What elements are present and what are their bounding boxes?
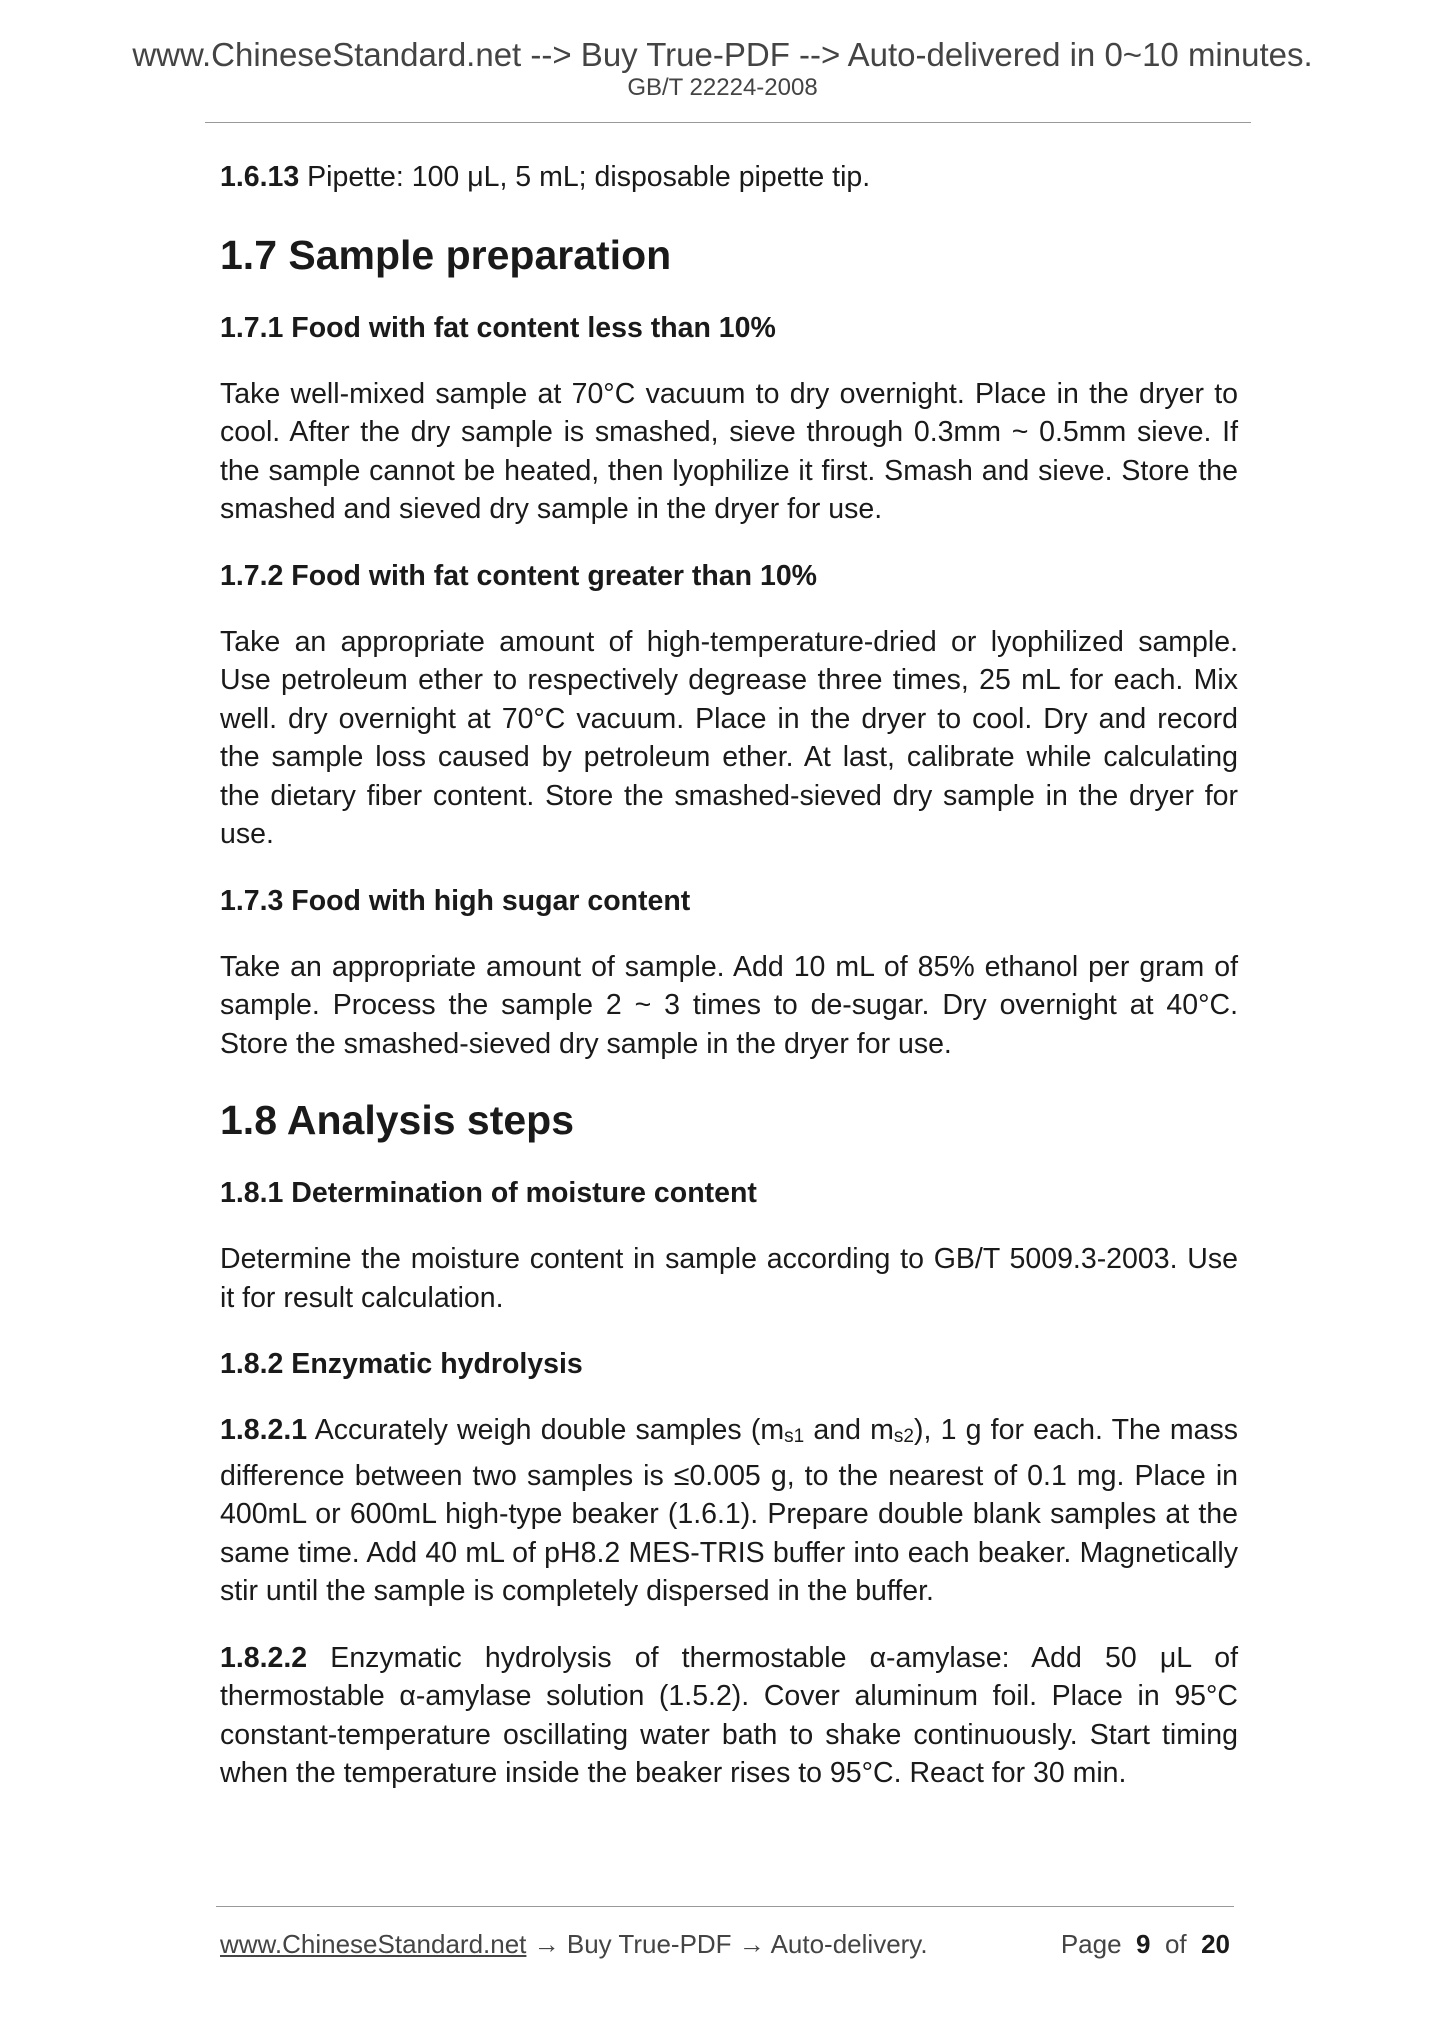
section-heading-1-8: 1.8 Analysis steps [220,1097,575,1143]
page-total: 20 [1201,1929,1230,1959]
of-label: of [1164,1929,1187,1959]
page-indicator [1061,1928,1230,1960]
subsection-heading-1-8-2: 1.8.2 Enzymatic hydrolysis [220,1348,583,1380]
clause-text-part: ), 1 g for each. The mass difference between two samples is ≤0.005 g, to the nearest of 0.1 mg. Place in 400mL or 600mL high-type beaker (1.6.1). Prepare double blank samples at the same time. Add 40 mL of pH8.2 MES-TRIS buffer into each beaker. Magnetically stir until the sample is completely dispersed in the buffer. [220,1414,1238,1607]
top-banner: www.ChineseStandard.net --> Buy True-PDF --> Auto-delivered in 0~10 minutes. [132,36,1313,73]
clause-1-8-2-1 [220,1411,1238,1611]
footer-divider [216,1906,1234,1907]
section-heading-1-7: 1.7 Sample preparation [220,231,672,278]
clause-text: Enzymatic hydrolysis of thermostable α-amylase: Add 50 μL of thermostable α-amylase solution (1.5.2). Cover aluminum foil. Place in 95°C constant-temperature oscillating water bath to shake continuously. Start timing when the temperature inside the beaker rises to 95°C. React for 30 min. [220,1641,1238,1789]
clause-1-8-2-2 [220,1639,1238,1793]
subscript-s1: s1 [784,1426,805,1447]
subsection-heading-1-7-2: 1.7.2 Food with fat content greater than 10% [220,559,818,592]
footer-website-link[interactable]: www.ChineseStandard.net [220,1929,527,1959]
clause-number: 1.8.2.1 [220,1414,308,1446]
page-label: Page [1060,1929,1122,1959]
subsection-heading-1-8-1: 1.8.1 Determination of moisture content [220,1177,757,1209]
subsection-heading-1-7-3: 1.7.3 Food with high sugar content [220,884,691,917]
clause-1-6-13 [220,158,1238,197]
page-content [220,150,1238,1793]
paragraph-1-7-3: Take an appropriate amount of sample. Add 10 mL of 85% ethanol per gram of sample. Process the sample 2 ~ 3 times to de-sugar. Dry overnight at 40°C. Store the smashed-sieved dry sample in the dryer for use. [220,950,1238,1060]
clause-number: 1.6.13 [220,161,300,193]
header-divider [205,122,1251,123]
subscript-s2: s2 [893,1426,914,1447]
paragraph-1-7-1: Take well-mixed sample at 70°C vacuum to dry overnight. Place in the dryer to cool. After the dry sample is smashed, sieve through 0.3mm ~ 0.5mm sieve. If the sample cannot be heated, then lyophilize it first. Smash and sieve. Store the smashed and sieved dry sample in the dryer for use. [220,377,1238,525]
subsection-heading-1-7-1: 1.7.1 Food with fat content less than 10% [220,311,776,344]
clause-text-part: and m [804,1414,894,1446]
paragraph-1-7-2: Take an appropriate amount of high-temperature-dried or lyophilized sample. Use petroleum ether to respectively degrease three times, 25 mL for each. Mix well. dry overnight at 70°C vacuum. Place in the dryer to cool. Dry and record the sample loss caused by petroleum ether. At last, calibrate while calculating the dietary fiber content. Store the smashed-sieved dry sample in the dryer for use. [220,625,1238,850]
paragraph-1-8-1: Determine the moisture content in sample according to GB/T 5009.3-2003. Use it for result calculation. [220,1243,1238,1314]
clause-text-part: Accurately weigh double samples (m [307,1414,785,1446]
footer-tagline: → Buy True-PDF → Auto-delivery. [526,1929,928,1959]
page-number: 9 [1136,1929,1151,1959]
clause-number: 1.8.2.2 [220,1641,308,1674]
page-footer [220,1928,1230,1960]
clause-text: Pipette: 100 μL, 5 mL; disposable pipette tip. [299,161,871,193]
standard-code: GB/T 22224-2008 [627,74,818,101]
